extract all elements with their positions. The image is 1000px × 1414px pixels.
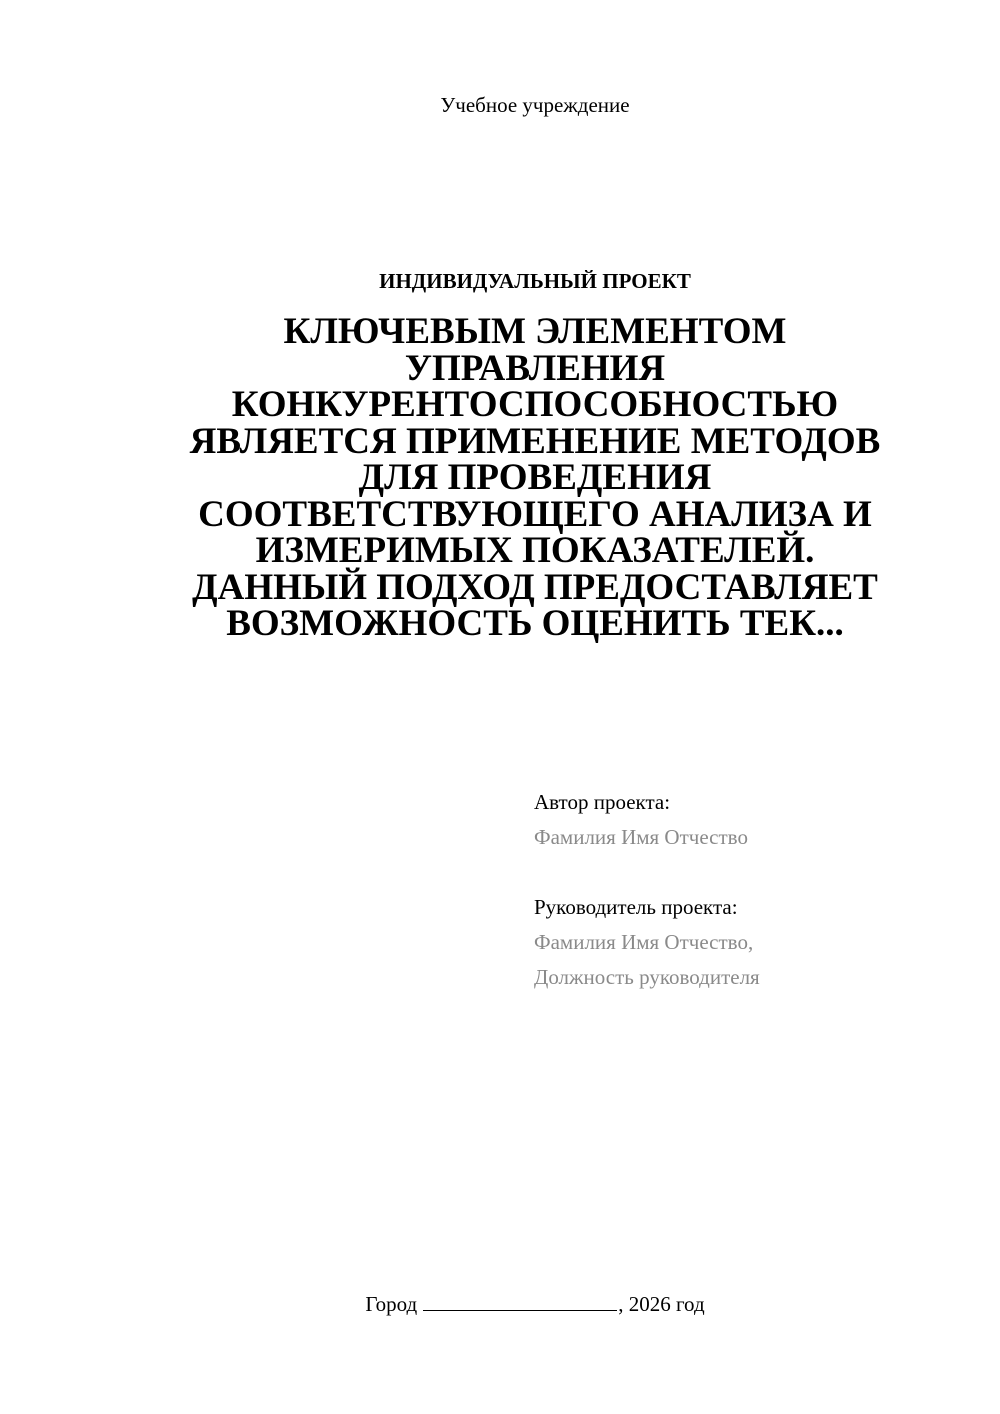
supervisor-label: Руководитель проекта:: [534, 895, 738, 919]
project-title-line: КОНКУРЕНТОСПОСОБНОСТЬЮ: [231, 384, 839, 425]
city-label: Город: [365, 1292, 418, 1316]
project-title-line: ЯВЛЯЕТСЯ ПРИМЕНЕНИЕ МЕТОДОВ: [189, 420, 881, 462]
institution-name: Учебное учреждение: [440, 93, 630, 117]
project-type-heading: ИНДИВИДУАЛЬНЫЙ ПРОЕКТ: [379, 269, 691, 293]
project-title-line: УПРАВЛЕНИЯ: [404, 347, 666, 389]
city-blank-underline: [423, 1290, 617, 1311]
project-title-line: ДЛЯ ПРОВЕДЕНИЯ: [358, 457, 712, 498]
project-title: [160, 311, 910, 644]
supervisor-name: Фамилия Имя Отчество,: [534, 930, 754, 954]
year-text: , 2026 год: [618, 1292, 705, 1316]
project-title-line: КЛЮЧЕВЫМ ЭЛЕМЕНТОМ: [283, 311, 787, 352]
project-title-line: ВОЗМОЖНОСТЬ ОЦЕНИТЬ ТЕК...: [226, 603, 844, 644]
author-block: [534, 785, 954, 855]
project-title-line: СООТВЕТСТВУЮЩЕГО АНАЛИЗА И: [198, 493, 872, 535]
project-title-line: ДАННЫЙ ПОДХОД ПРЕДОСТАВЛЯЕТ: [192, 566, 878, 608]
author-label: Автор проекта:: [534, 790, 671, 814]
author-name: Фамилия Имя Отчество: [534, 825, 748, 849]
supervisor-block: [534, 890, 954, 995]
city-year-line: [0, 1290, 1000, 1318]
supervisor-position: Должность руководителя: [534, 965, 760, 989]
project-title-line: ИЗМЕРИМЫХ ПОКАЗАТЕЛЕЙ.: [255, 530, 815, 571]
